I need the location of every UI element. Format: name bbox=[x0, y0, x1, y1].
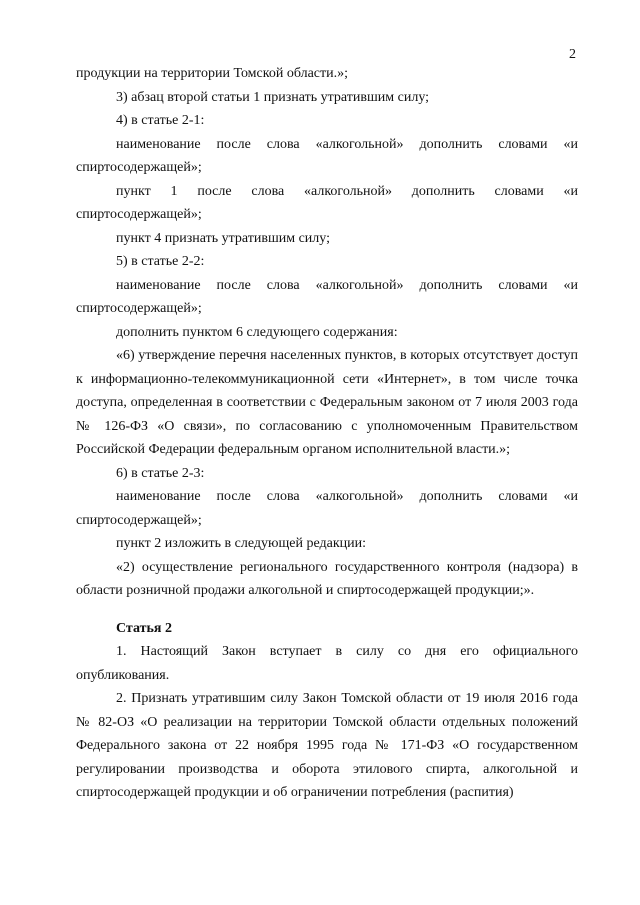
page-number: 2 bbox=[569, 47, 576, 62]
paragraph: пункт 4 признать утратившим силу; bbox=[116, 230, 330, 246]
paragraph: пункт 2 изложить в следующей редакции: bbox=[116, 536, 366, 551]
paragraph: 3) абзац второй статьи 1 признать утратившим силу; bbox=[116, 89, 430, 105]
paragraph: 1. Настоящий Закон вступает в силу со дня его официального опубликования. bbox=[76, 644, 578, 683]
paragraph: 4) в статье 2-1: bbox=[116, 113, 205, 128]
paragraph: дополнить пунктом 6 следующего содержания: bbox=[116, 324, 398, 340]
paragraph: 5) в статье 2-2: bbox=[116, 254, 205, 269]
document-body bbox=[76, 62, 578, 805]
paragraph: наименование после слова «алкогольной» дополнить словами «и спиртосодержащей»; bbox=[76, 489, 578, 528]
paragraph: наименование после слова «алкогольной» дополнить словами «и спиртосодержащей»; bbox=[76, 136, 578, 175]
paragraph: пункт 1 после слова «алкогольной» дополнить словами «и спиртосодержащей»; bbox=[76, 183, 578, 222]
paragraph: 2. Признать утратившим силу Закон Томской области от 19 июля 2016 года № 82-ОЗ «О реализации на территории Томской области отдельных положений Федерального закона от 22 ноября 1995 года № 171-ФЗ «О государственном регулировании производства и оборота этилового спирта, алкогольной и спиртосодержащей продукции и об ограничении потребления (распития) bbox=[76, 691, 578, 800]
paragraph: «6) утверждение перечня населенных пунктов, в которых отсутствует доступ к информационно-телекоммуникационной сети «Интернет», в том числе точка доступа, определенная в соответствии с Федеральным законом от 7 июля 2003 года № 126-ФЗ «О связи», по согласованию с уполномоченным Правительством Российской Федерации федеральным органом исполнительной власти.»; bbox=[76, 348, 578, 457]
paragraph: 6) в статье 2-3: bbox=[116, 465, 205, 481]
article-heading: Статья 2 bbox=[116, 620, 172, 636]
paragraph: «2) осуществление регионального государственного контроля (надзора) в области розничной продажи алкогольной и спиртосодержащей продукции;». bbox=[76, 559, 578, 598]
paragraph: продукции на территории Томской области.»; bbox=[76, 66, 349, 81]
paragraph: наименование после слова «алкогольной» дополнить словами «и спиртосодержащей»; bbox=[76, 277, 578, 316]
